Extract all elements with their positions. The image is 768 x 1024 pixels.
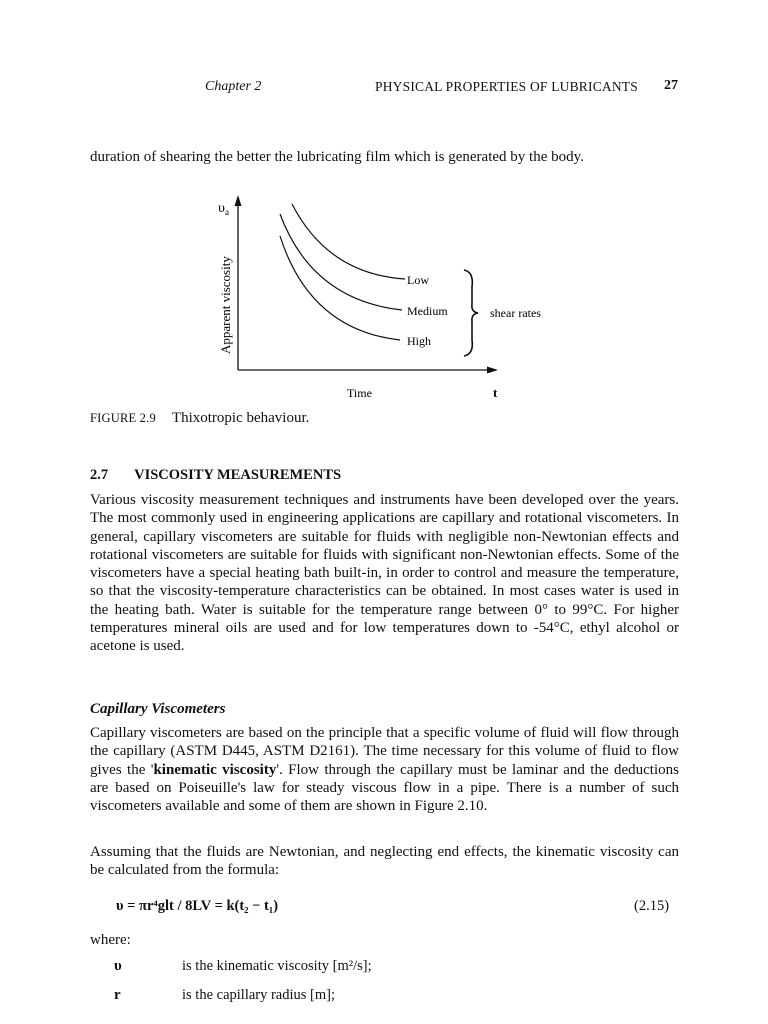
curve-label-medium: Medium xyxy=(407,304,448,318)
kinematic-viscosity-term: kinematic viscosity xyxy=(153,761,277,778)
running-header-title: PHYSICAL PROPERTIES OF LUBRICANTS xyxy=(375,79,638,94)
curve-label-low: Low xyxy=(407,273,429,287)
capillary-paragraph-start: Capillary viscometers are based on the principle that a specific volume of fluid will flow through the capillary (ASTM D445, ASTM D2161). The time necessary for this volume of fluid to flow gives the ' xyxy=(90,725,679,778)
definition-text: is the kinematic viscosity [m²/s]; xyxy=(182,958,372,974)
curve-medium xyxy=(280,214,402,310)
section-title: VISCOSITY MEASUREMENTS xyxy=(134,467,342,483)
definition-symbol: υ xyxy=(114,958,122,974)
subsection-heading: Capillary Viscometers xyxy=(90,701,226,717)
page-number: 27 xyxy=(664,78,678,93)
intro-paragraph: duration of shearing the better the lubricating film which is generated by the body. xyxy=(90,149,584,165)
section-heading xyxy=(90,467,341,484)
running-header-chapter: Chapter 2 xyxy=(205,79,262,94)
capillary-paragraph-end: '. Flow through the capillary must be laminar and the deductions are based on Poiseuille's law for steady viscous flow in a pipe. There is a number of such viscometers available and some of them are shown in Figure 2.10. xyxy=(90,761,679,815)
equation-2-15: υ = πr⁴glt / 8LV = k(t₂ − t₁) xyxy=(116,898,279,914)
capillary-paragraph xyxy=(90,724,679,815)
assumption-paragraph: Assuming that the fluids are Newtonian, and neglecting end effects, the kinematic viscosity can be calculated from the formula: xyxy=(90,844,679,879)
y-axis-symbol: $\upsilon_a$ xyxy=(218,201,229,217)
curve-label-high: High xyxy=(407,334,431,348)
definition-symbol: r xyxy=(114,987,121,1003)
figure-caption xyxy=(90,410,309,427)
figure-caption-text: Thixotropic behaviour. xyxy=(171,410,310,426)
section-number: 2.7 xyxy=(90,467,109,483)
x-axis-symbol: t xyxy=(493,385,498,400)
y-axis-arrow xyxy=(235,195,242,206)
where-label: where: xyxy=(90,932,131,948)
thixotropic-figure xyxy=(200,192,541,407)
figure-caption-label: FIGURE 2.9 xyxy=(90,411,156,425)
right-brace xyxy=(464,270,478,356)
section-paragraph: Various viscosity measurement techniques and instruments have been developed over the years. The most commonly used in engineering applications are capillary and rotational viscometers. In general, capillary viscometers are suitable for fluids with negligible non-Newtonian effects and rotational viscometers are suitable for fluids with significant non-Newtonian effects. Some of the viscometers have a special heating bath built-in, in order to control and measure the temperature, so that the viscosity-temperature characteristics can be obtained. In most cases water is used in the heating bath. Water is suitable for the temperature range between 0° to 99°C. For higher temperatures mineral oils are used and for low temperatures down to -54°C, ethyl alcohol or acetone is used. xyxy=(90,492,679,655)
y-axis-label: Apparent viscosity xyxy=(218,256,233,354)
x-axis-label: Time xyxy=(347,386,372,400)
brace-label: shear rates xyxy=(490,306,541,320)
curve-high xyxy=(280,236,400,340)
curve-low xyxy=(292,204,405,279)
equation-number: (2.15) xyxy=(634,898,670,914)
x-axis-arrow xyxy=(487,367,498,374)
definition-text: is the capillary radius [m]; xyxy=(182,987,336,1003)
